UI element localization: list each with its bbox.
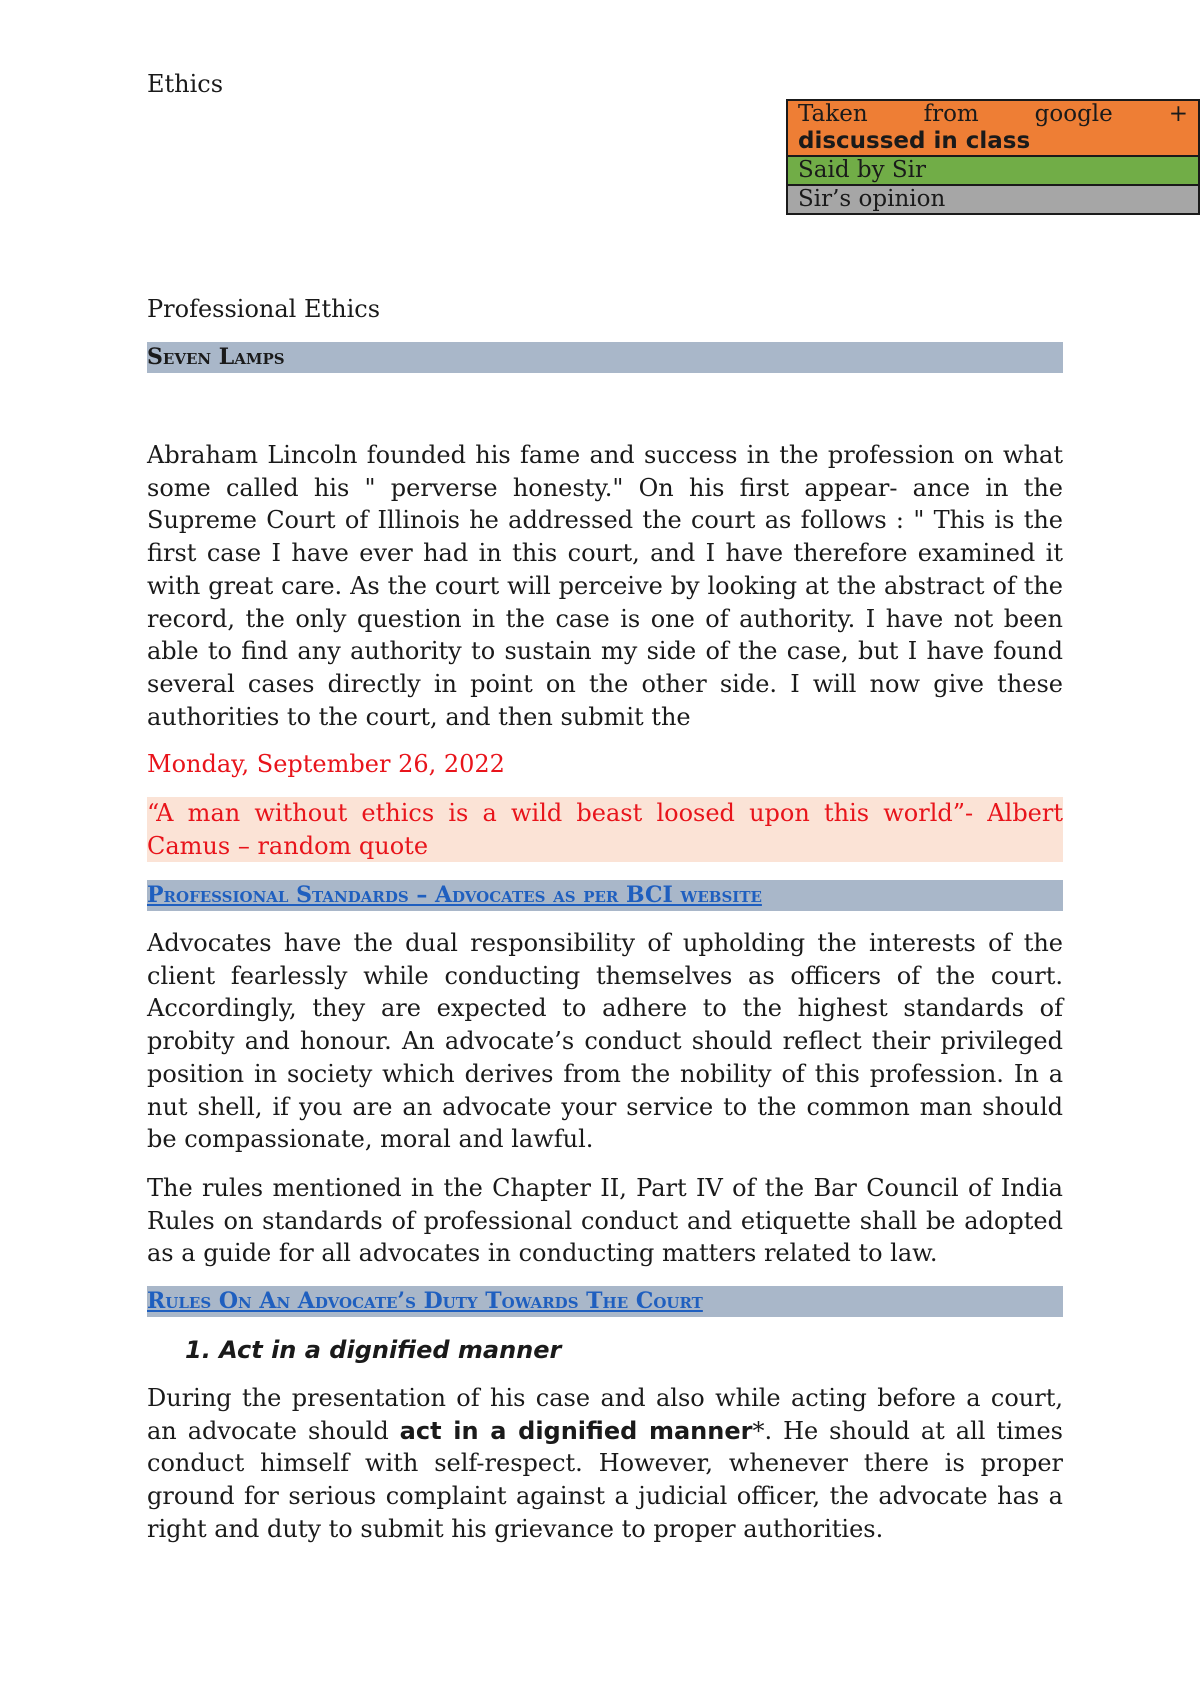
paragraph-rules: The rules mentioned in the Chapter II, Part IV of the Bar Council of India Rules on standards of professional conduct and etiquette shall be adopted as a guide for all advocates in conducting matters related to law. [147,1174,1063,1268]
legend-google-line1 [798,101,1188,128]
date-line: Monday, September 26, 2022 [147,750,505,778]
legend-word: + [1168,101,1188,127]
legend-row-sirs-opinion: Sir’s opinion [788,186,1198,213]
legend-word: Taken [798,101,868,127]
legend-word: google [1034,101,1113,127]
legend-google-line2: discussed in class [798,128,1031,154]
legend-word: from [923,101,979,127]
paragraph-advocates: Advocates have the dual responsibility of upholding the interests of the client fearlessly while conducting themselves as officers of the court. Accordingly, they are expected to adhere to the highest standards of probity and honour. An advocate’s conduct should reflect their privileged position in society which derives from the nobility of this profession. In a nut shell, if you are an advocate your service to the common man should be compassionate, moral and lawful. [147,929,1063,1154]
list-item-heading: 1. Act in a dignified manner [185,1336,562,1364]
quote-block: “A man without ethics is a wild beast loosed upon this world”- Albert Camus – random quote [147,797,1063,862]
section-subtitle: Professional Ethics [147,295,381,323]
document-title: Ethics [147,70,224,98]
heading-rules-duty-link[interactable]: Rules On An Advocate’s Duty Towards The Court [147,1286,1063,1317]
legend-row-said-by-sir: Said by Sir [788,157,1198,186]
heading-seven-lamps: Seven Lamps [147,342,1063,373]
color-legend [786,99,1200,215]
text-run: *. He should at all times conduct himself with self-respect. However, whenever there is proper ground for serious complaint against a judicial officer, the advocate has a right and duty to submit his grievance to proper authorities. [147,1416,1063,1543]
text-run-bold: act in a dignified manner [399,1416,753,1445]
paragraph-lincoln: Abraham Lincoln founded his fame and success in the profession on what some called his " perverse honesty." On his first appear- ance in the Supreme Court of Illinois he addressed the court as follows : " This is the first case I have ever had in this court, and I have therefore examined it with great care. As the court will perceive by looking at the abstract of the record, the only question in the case is one of authority. I have not been able to find any authority to sustain my side of the case, but I have found several cases directly in point on the other side. I will now give these authorities to the court, and then submit the [147,441,1063,731]
legend-row-google [788,101,1198,157]
text-run: During the presentation of his case and also while acting before a court, an advocate should [147,1384,1063,1445]
heading-professional-standards-link[interactable]: Professional Standards – Advocates as per BCI website [147,880,1063,911]
paragraph-dignified-manner [147,1382,1063,1546]
